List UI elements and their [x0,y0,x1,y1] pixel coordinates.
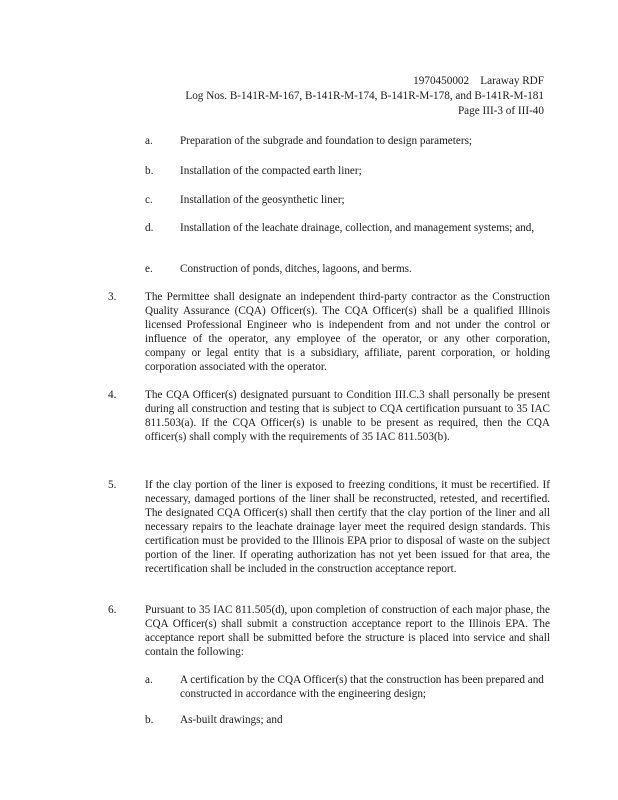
list-item-letter: d. [145,222,154,234]
facility-id-line: 1970450002 Laraway RDF [413,75,544,87]
condition-number: 3. [108,291,117,303]
list-item-letter: a. [145,674,153,686]
condition-text: The Permittee shall designate an independent third-party contractor as the Construction Quality Assurance (CQA) Officer(s). The CQA Officer(s) shall be a qualified Illinois licensed Professional Engineer who is independent from and not under the control or influence of the operator, any employee of the operator, or any other corporation, company or legal entity that is a subsidiary, affiliate, parent corporation, or holding corporation associated with the operator. [145,291,550,373]
page-header [185,74,544,119]
list-item-text: As-built drawings; and [180,714,283,726]
log-numbers-line: Log Nos. B-141R-M-167, B-141R-M-174, B-141R-M-178, and B-141R-M-181 [185,90,544,102]
condition-text: Pursuant to 35 IAC 811.505(d), upon completion of construction of each major phase, the CQA Officer(s) shall submit a construction acceptance report to the Illinois EPA. The acceptance report shall be submitted before the structure is placed into service and shall contain the following: [145,604,550,658]
list-item-text: A certification by the CQA Officer(s) that the construction has been prepared and constructed in accordance with the engineering design; [180,674,544,700]
condition-number: 5. [108,479,117,491]
list-item-text: Installation of the compacted earth liner; [180,165,362,177]
condition-text: The CQA Officer(s) designated pursuant to Condition III.C.3 shall personally be present during all construction and testing that is subject to CQA certification pursuant to 35 IAC 811.503(a). If the CQA Officer(s) is unable to be present as required, then the CQA officer(s) shall comply with the requirements of 35 IAC 811.503(b). [145,389,550,443]
list-item-letter: e. [145,263,153,275]
condition-number: 4. [108,389,117,401]
list-item-text: Construction of ponds, ditches, lagoons, and berms. [180,263,412,275]
list-item-text: Installation of the leachate drainage, collection, and management systems; and, [180,222,535,234]
list-item-text: Installation of the geosynthetic liner; [180,194,345,206]
list-item-letter: b. [145,714,154,726]
list-item-letter: a. [145,135,153,147]
list-item-letter: b. [145,165,154,177]
condition-text: If the clay portion of the liner is exposed to freezing conditions, it must be recertified. If necessary, damaged portions of the liner shall be reconstructed, retested, and recertified. The designated CQA Officer(s) shall then certify that the clay portion of the liner and all necessary repairs to the leachate drainage layer meet the required design standards. This certification must be provided to the Illinois EPA prior to disposal of waste on the subject portion of the liner. If operating authorization has not yet been issued for that area, the recertification shall be included in the construction acceptance report. [145,479,550,575]
list-item-letter: c. [145,194,153,206]
page-number-line: Page III-3 of III-40 [457,105,544,117]
condition-number: 6. [108,604,117,616]
list-item-text: Preparation of the subgrade and foundation to design parameters; [180,135,473,147]
